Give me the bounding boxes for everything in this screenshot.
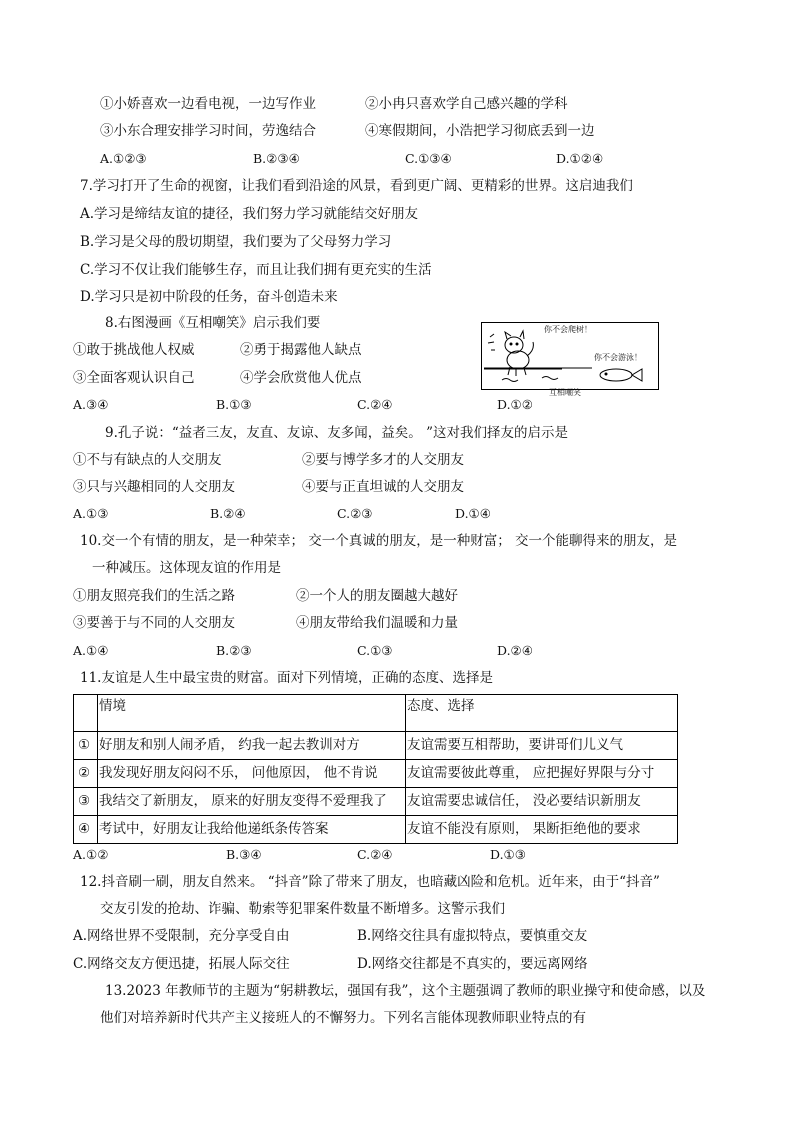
q10-stem-line1: 10.交一个有情的朋友，是一种荣幸； 交一个真诚的朋友，是一种财富； 交一个能聊得来的朋友，是 (80, 533, 678, 549)
q8-choice-a: A.③④ (73, 397, 109, 412)
cartoon-speech-right: 你不会游泳！ (594, 353, 642, 362)
q6-choice-a: A.①②③ (100, 151, 147, 166)
q10-option-3: ③要善于与不同的人交朋友 (73, 615, 235, 631)
table-row-situation: 考试中，好朋友让我给他递纸条传答案 (99, 821, 329, 837)
q10-choice-a: A.①④ (73, 643, 109, 658)
table-header-attitude: 态度、选择 (407, 698, 475, 714)
table-row-attitude: 友谊需要忠诚信任， 没必要结识新朋友 (407, 793, 641, 809)
table-row-situation: 我结交了新朋友， 原来的好朋友变得不爱理我了 (99, 793, 387, 809)
table-row-num: ① (78, 737, 91, 753)
q8-choice-c: C.②④ (357, 397, 393, 412)
table-row-situation: 我发现好朋友闷闷不乐， 问他原因， 他不肯说 (99, 765, 378, 781)
fish-body-shape (600, 369, 632, 381)
q12-choice-b: B.网络交往具有虚拟特点，要慎重交友 (357, 928, 588, 944)
table-row-num: ② (78, 765, 91, 781)
q9-option-1: ①不与有缺点的人交朋友 (73, 452, 222, 468)
q10-option-1: ①朋友照亮我们的生活之路 (73, 588, 235, 604)
q9-choice-c: C.②③ (337, 506, 373, 521)
table-row-attitude: 友谊需要彼此尊重， 应把握好界限与分寸 (407, 765, 655, 781)
q8-option-1: ①敢于挑战他人权威 (73, 342, 195, 358)
q8-option-4: ④学会欣赏他人优点 (240, 370, 362, 386)
q8-option-2: ②勇于揭露他人缺点 (240, 342, 362, 358)
q7-choice-b: B.学习是父母的殷切期望，我们要为了父母努力学习 (80, 234, 392, 250)
cartoon-caption: 互相嘲笑 (549, 388, 581, 397)
q13-stem-line2: 他们对培养新时代共产主义接班人的不懈努力。下列名言能体现教师职业特点的有 (100, 1010, 586, 1026)
q8-option-3: ③全面客观认识自己 (73, 370, 195, 386)
q7-choice-c: C.学习不仅让我们能够生存，而且让我们拥有更充实的生活 (80, 262, 432, 278)
table-row-attitude: 友谊不能没有原则， 果断拒绝他的要求 (407, 821, 641, 837)
cat-body-shape (507, 351, 529, 369)
table-row-num: ③ (78, 793, 91, 809)
q12-choice-a: A.网络世界不受限制，充分享受自由 (73, 928, 290, 944)
q7-choice-a: A.学习是缔结友谊的捷径，我们努力学习就能结交好朋友 (80, 206, 419, 222)
table-divider (97, 695, 98, 843)
cat-head-shape (505, 337, 523, 353)
table-rule (74, 731, 677, 732)
q6-choice-c: C.①③④ (405, 151, 452, 166)
table-divider (405, 695, 406, 843)
q10-choice-d: D.②④ (497, 643, 533, 658)
q11-stem: 11.友谊是人生中最宝贵的财富。面对下列情境，正确的态度、选择是 (80, 670, 493, 686)
q9-option-4: ④要与正直坦诚的人交朋友 (302, 479, 464, 495)
q8-choice-b: B.①③ (216, 397, 252, 412)
q9-option-3: ③只与兴趣相同的人交朋友 (73, 479, 235, 495)
table-row-attitude: 友谊需要互相帮助，要讲哥们儿义气 (407, 737, 623, 753)
table-row-num: ④ (78, 821, 91, 837)
q7-choice-d: D.学习只是初中阶段的任务，奋斗创造未来 (80, 289, 338, 305)
q6-option-1: ①小娇喜欢一边看电视，一边写作业 (100, 96, 316, 112)
q12-choice-c: C.网络交友方便迅捷，拓展人际交往 (73, 956, 290, 972)
wave-shape (502, 379, 518, 382)
q7-stem: 7.学习打开了生命的视窗，让我们看到沿途的风景，看到更广阔、更精彩的世界。这启迪我们 (80, 178, 633, 194)
q13-stem-line1: 13.2023 年教师节的主题为“躬耕教坛，强国有我”，这个主题强调了教师的职业操守和使命感，以及 (105, 983, 706, 999)
q6-option-4: ④寒假期间，小浩把学习彻底丢到一边 (365, 123, 595, 139)
q6-option-3: ③小东合理安排学习时间，劳逸结合 (100, 123, 316, 139)
table-header-situation: 情境 (99, 698, 126, 714)
q10-option-4: ④朋友带给我们温暖和力量 (296, 615, 458, 631)
cartoon-speech-left: 你不会爬树！ (544, 325, 592, 334)
q10-choice-c: C.①③ (357, 643, 393, 658)
mutual-mockery-cartoon (481, 322, 659, 390)
table-rule (74, 815, 677, 816)
q8-choice-d: D.①② (497, 397, 533, 412)
table-row-situation: 好朋友和别人闹矛盾， 约我一起去教训对方 (99, 737, 360, 753)
q12-stem-line2: 交友引发的抢劫、诈骗、勒索等犯罪案件数量不断增多。这警示我们 (100, 901, 505, 917)
q12-stem-line1: 12.抖音刷一刷，朋友自然来。 “抖音”除了带来了朋友，也暗藏凶险和危机。近年来，由于“抖音” (80, 874, 660, 890)
q9-stem: 9.孔子说：“益者三友，友直、友谅、友多闻，益矣。 ”这对我们择友的启示是 (105, 425, 568, 441)
table-rule (74, 759, 677, 760)
q11-table (73, 694, 678, 844)
q6-choice-d: D.①②④ (556, 151, 604, 166)
q10-option-2: ②一个人的朋友圈越大越好 (296, 588, 458, 604)
q10-stem-line2: 一种减压。这体现友谊的作用是 (92, 560, 281, 576)
q11-choice-d: D.①③ (490, 847, 526, 862)
q8-stem: 8.右图漫画《互相嘲笑》启示我们要 (105, 315, 321, 331)
q11-choice-a: A.①② (73, 847, 109, 862)
q9-option-2: ②要与博学多才的人交朋友 (302, 452, 464, 468)
q11-choice-b: B.③④ (226, 847, 262, 862)
q9-choice-a: A.①③ (73, 506, 109, 521)
cartoon-sketch-lines (488, 334, 495, 350)
q10-choice-b: B.②③ (216, 643, 252, 658)
q9-choice-d: D.①④ (455, 506, 491, 521)
q6-option-2: ②小冉只喜欢学自己感兴趣的学科 (365, 96, 568, 112)
q11-choice-c: C.②④ (357, 847, 393, 862)
q9-choice-b: B.②④ (210, 506, 246, 521)
table-rule (74, 787, 677, 788)
cartoon-drawing (482, 323, 658, 389)
q6-choice-b: B.②③④ (253, 151, 300, 166)
q12-choice-d: D.网络交往都是不真实的，要远离网络 (357, 956, 588, 972)
